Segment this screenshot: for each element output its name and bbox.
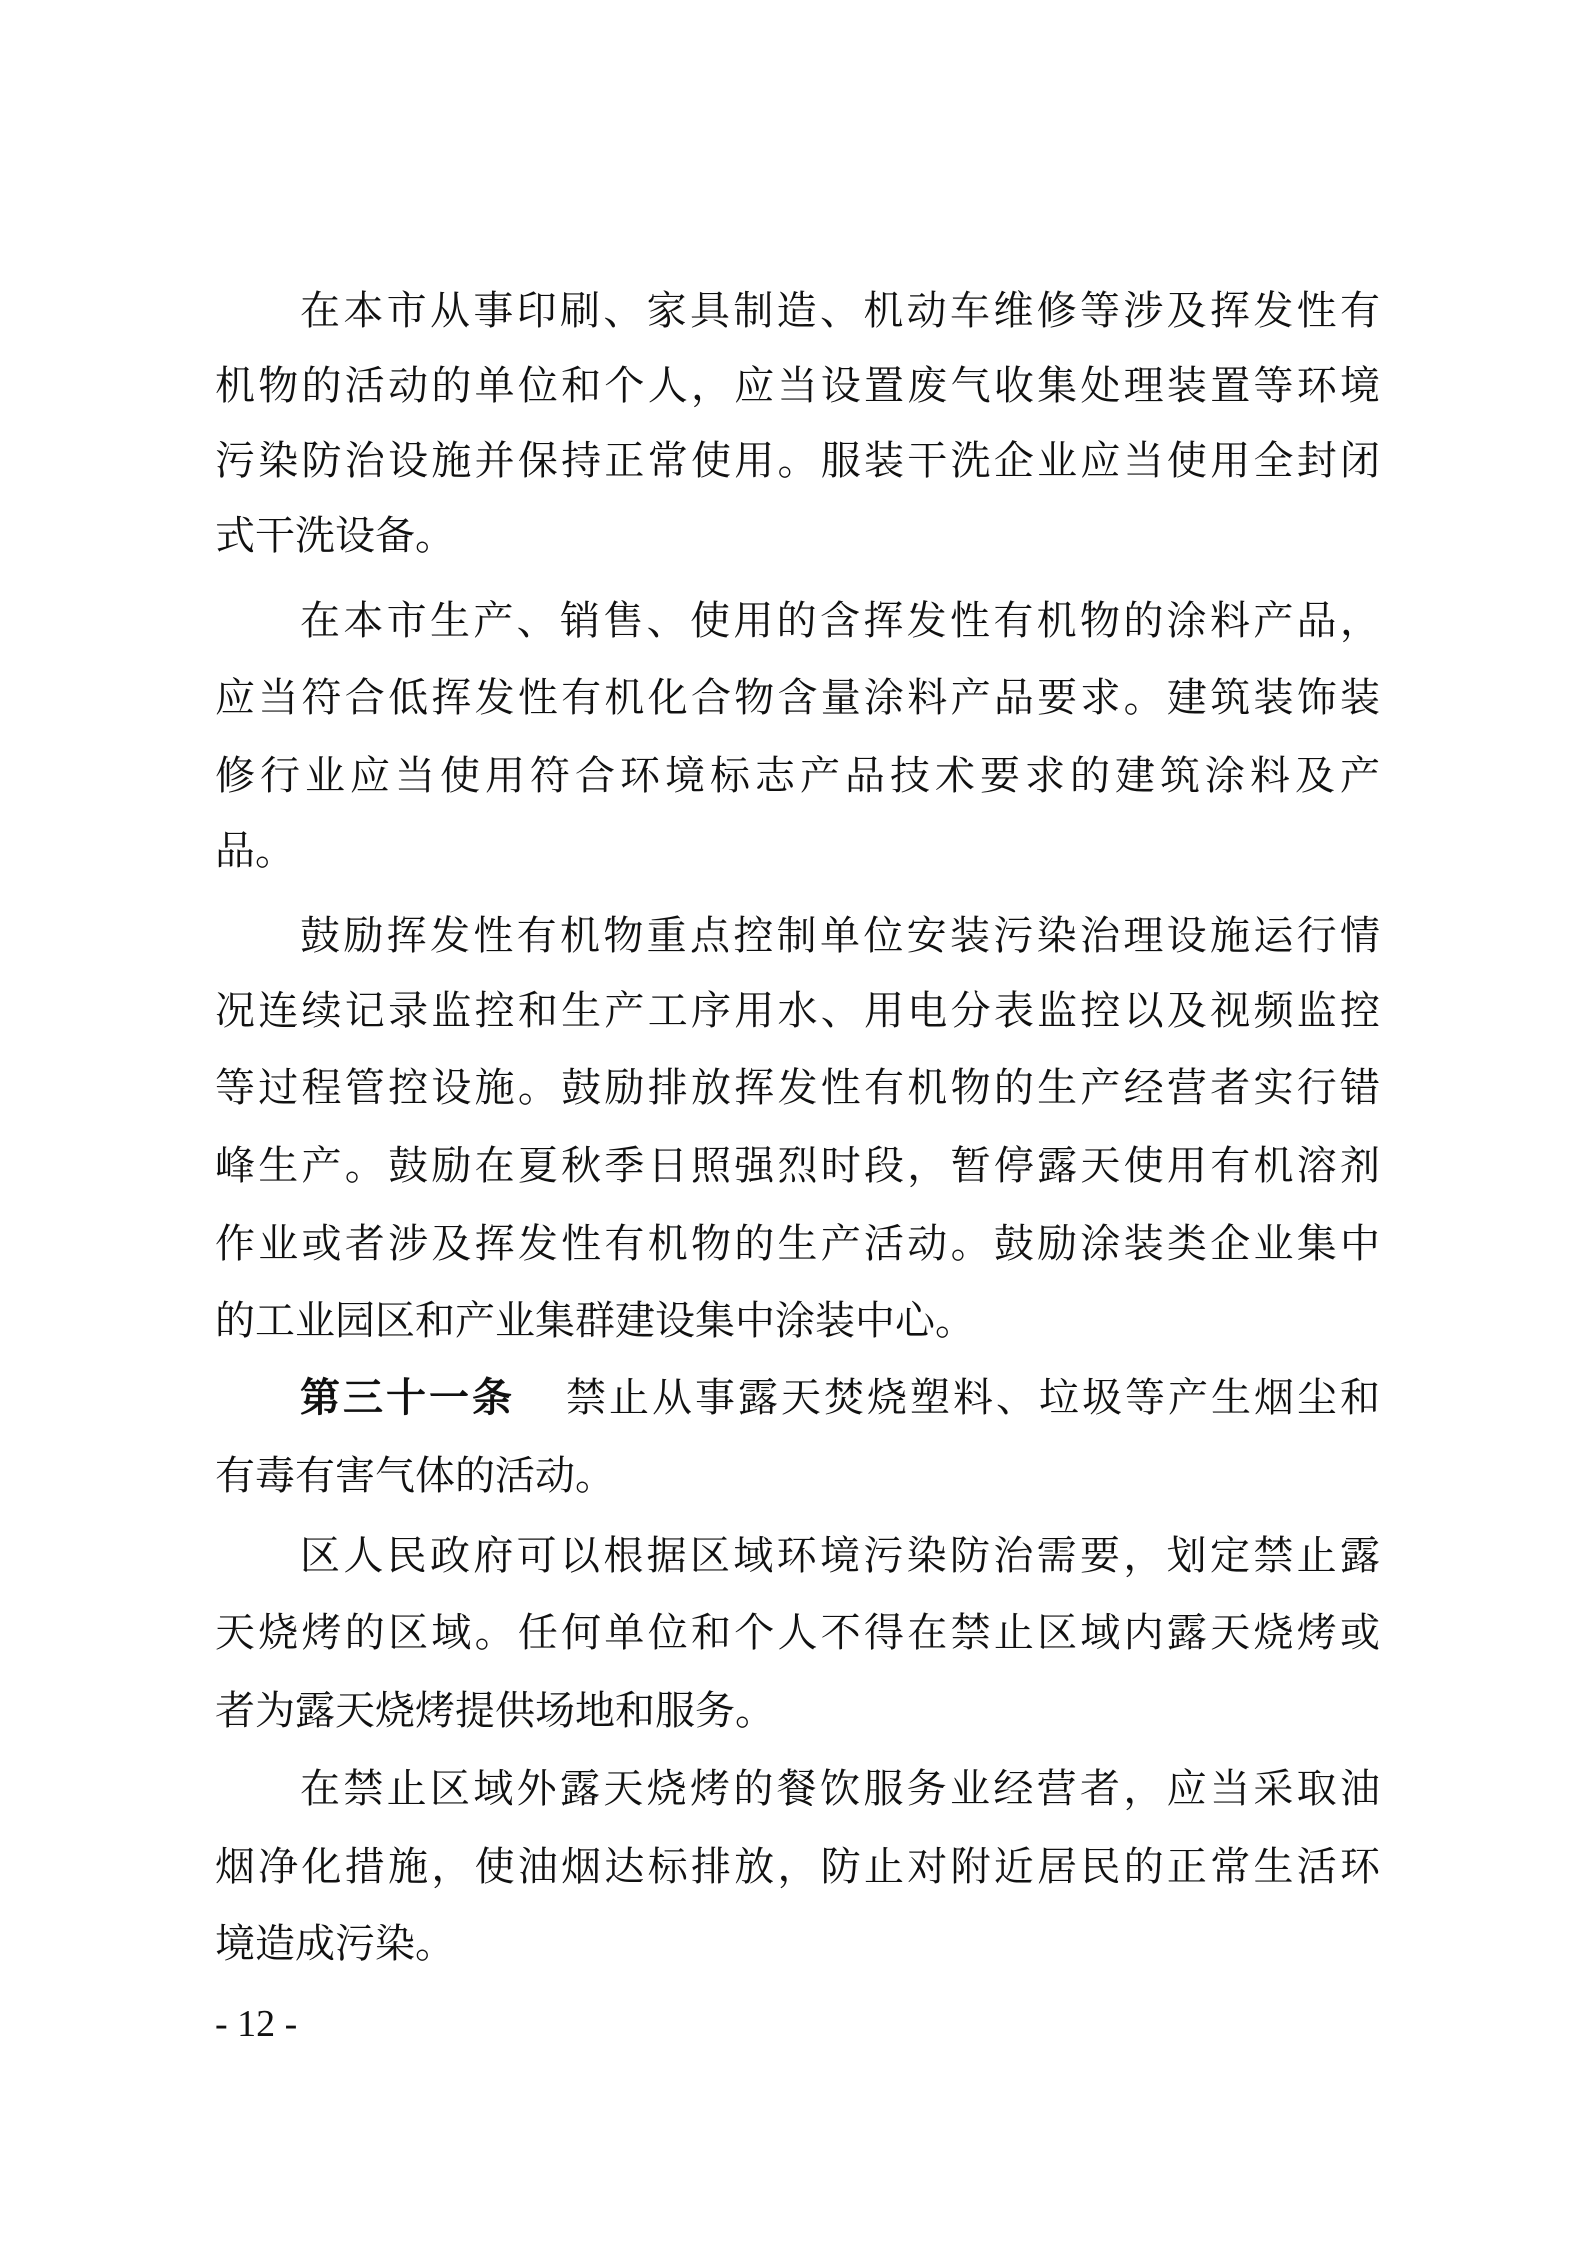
paragraph-1-line-4: 式干洗设备。 [215,513,455,559]
paragraph-6-line-3: 境造成污染。 [215,1921,455,1967]
paragraph-5-line-3: 者为露天烧烤提供场地和服务。 [215,1688,775,1734]
paragraph-3-line-6: 的工业园区和产业集群建设集中涂装中心。 [215,1298,975,1344]
paragraph-6-line-2: 烟净化措施，使油烟达标排放，防止对附近居民的正常生活环 [215,1844,1380,1890]
paragraph-1-line-3: 污染防治设施并保持正常使用。服装干洗企业应当使用全封闭 [215,438,1380,484]
paragraph-2-line-3: 修行业应当使用符合环境标志产品技术要求的建筑涂料及产 [215,753,1380,799]
paragraph-2-line-2: 应当符合低挥发性有机化合物含量涂料产品要求。建筑装饰装 [215,675,1380,721]
paragraph-2-line-4: 品。 [215,828,295,874]
paragraph-5-line-2: 天烧烤的区域。任何单位和个人不得在禁止区域内露天烧烤或 [215,1610,1380,1656]
paragraph-3-line-1: 鼓励挥发性有机物重点控制单位安装污染治理设施运行情 [300,913,1380,959]
paragraph-3-line-4: 峰生产。鼓励在夏秋季日照强烈时段，暂停露天使用有机溶剂 [215,1143,1380,1189]
article-number: 第三十一条 [300,1375,515,1421]
article-31-line-1 [300,1372,1380,1424]
page-number: - 12 - [215,2003,298,2045]
article-31-line-2: 有毒有害气体的活动。 [215,1453,615,1499]
paragraph-2-line-1: 在本市生产、销售、使用的含挥发性有机物的涂料产品， [300,598,1380,644]
paragraph-5-line-1: 区人民政府可以根据区域环境污染防治需要，划定禁止露 [300,1533,1380,1579]
paragraph-3-line-2: 况连续记录监控和生产工序用水、用电分表监控以及视频监控 [215,988,1380,1034]
paragraph-1-line-2: 机物的活动的单位和个人，应当设置废气收集处理装置等环境 [215,363,1380,409]
article-31-text: 禁止从事露天焚烧塑料、垃圾等产生烟尘和 [563,1375,1380,1421]
paragraph-3-line-5: 作业或者涉及挥发性有机物的生产活动。鼓励涂装类企业集中 [215,1221,1380,1267]
paragraph-6-line-1: 在禁止区域外露天烧烤的餐饮服务业经营者，应当采取油 [300,1766,1380,1812]
paragraph-3-line-3: 等过程管控设施。鼓励排放挥发性有机物的生产经营者实行错 [215,1065,1380,1111]
paragraph-1-line-1: 在本市从事印刷、家具制造、机动车维修等涉及挥发性有 [300,288,1380,334]
